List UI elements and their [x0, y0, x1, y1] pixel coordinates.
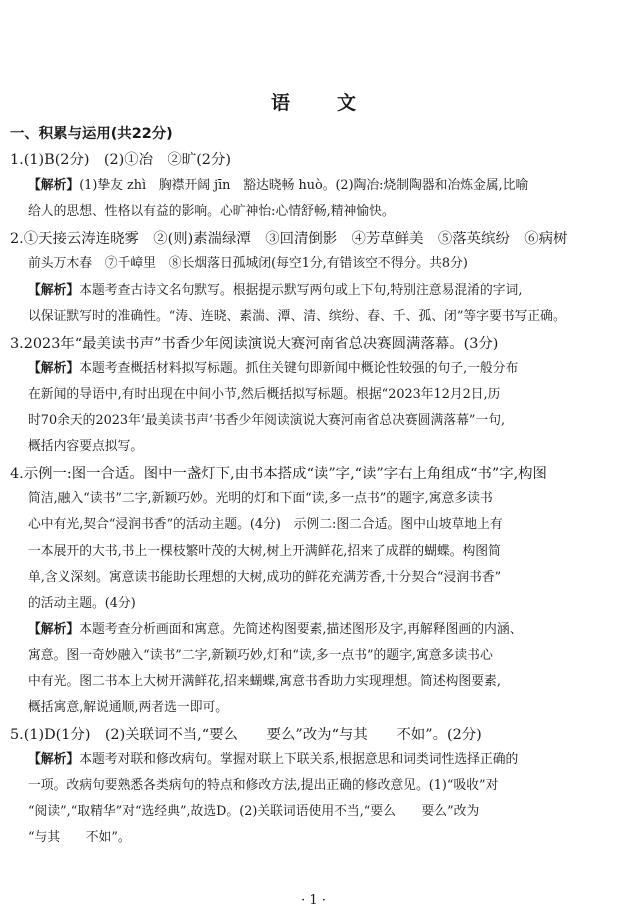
- analysis-line: 【解析】(1)挚友 zhì 胸襟开阔 jīn 豁达晓畅 huò。(2)陶冶:烧制陶器和冶炼金属,比喻: [28, 178, 529, 193]
- analysis-line: 给人的思想、性格以有益的影响。心旷神怡:心情舒畅,精神愉快。: [28, 204, 395, 219]
- analysis-tag: 【解析】: [28, 622, 80, 637]
- analysis-line: 以保证默写时的准确性。“涛、连晓、素湍、潭、清、缤纷、春、千、孤、闭”等字要书写正确。: [28, 309, 566, 324]
- answer-line: 5.(1)D(1分) (2)关联词不当,“要么 要么”改为“与其 不如”。(2分): [10, 727, 482, 743]
- page-number: · 1 ·: [301, 893, 326, 908]
- analysis-line: 在新闻的导语中,有时出现在中间小节,然后概括拟写标题。根据“2023年12月2日,历: [28, 387, 501, 402]
- section-heading: 一、积累与运用(共22分): [10, 126, 173, 142]
- answer-line: 4.示例一:图一合适。图中一盏灯下,由书本搭成“读”字,“读”字右上角组成“书”字,构图: [10, 466, 547, 482]
- analysis-line: 【解析】本题考查概括材料拟写标题。抓住关键句即新闻中概论性较强的句子,一般分布: [28, 361, 519, 376]
- answer-line: 1.(1)B(2分) (2)①冶 ②旷(2分): [10, 152, 231, 168]
- answer-line: 简洁,融入“读书”二字,新颖巧妙。光明的灯和下面“读,多一点书”的题字,寓意多读书: [28, 491, 493, 506]
- answer-line: 3.2023年“最美读书声”书香少年阅读演说大赛河南省总决赛圆满落幕。(3分): [10, 336, 499, 352]
- answer-line: 2.①天接云涛连晓雾 ②(则)素湍绿潭 ③回清倒影 ④芳草鲜美 ⑤落英缤纷 ⑥病树: [10, 231, 568, 247]
- analysis-tag: 【解析】: [28, 752, 80, 767]
- answer-line: 前头万木春 ⑦千嶂里 ⑧长烟落日孤城闭(每空1分,有错该空不得分。共8分): [28, 256, 468, 271]
- analysis-tag: 【解析】: [28, 283, 80, 298]
- analysis-line: 概括寓意,解说通顺,两者选一即可。: [28, 700, 229, 715]
- analysis-line: 时70余天的2023年‘最美读书声’书香少年阅读演说大赛河南省总决赛圆满落幕”一句,: [28, 413, 506, 428]
- analysis-line: 寓意。图一奇妙融入“读书”二字,新颖巧妙,灯和“读,多一点书”的题字,寓意多读书心: [28, 648, 493, 663]
- page-title: 语 文: [270, 92, 370, 114]
- analysis-line: “与其 不如”。: [28, 830, 131, 845]
- analysis-line: 【解析】本题考对联和修改病句。掌握对联上下联关系,根据意思和词类词性选择正确的: [28, 752, 519, 767]
- analysis-tag: 【解析】: [28, 178, 80, 193]
- analysis-line: 【解析】本题考查分析画面和寓意。先简述构图要素,描述图形及字,再解释图画的内涵、: [28, 622, 523, 637]
- answer-line: 的活动主题。(4分): [28, 596, 136, 611]
- analysis-line: 一项。改病句要熟悉各类病句的特点和修改方法,提出正确的修改意见。(1)“吸收”对: [28, 778, 499, 793]
- answer-line: 单,含义深刻。寓意读书能助长理想的大树,成功的鲜花充满芳香,十分契合“浸润书香”: [28, 570, 502, 585]
- analysis-tag: 【解析】: [28, 361, 80, 376]
- answer-line: 心中有光,契合“浸润书香”的活动主题。(4分) 示例二:图二合适。图中山坡草地上有: [28, 517, 503, 532]
- answer-line: 一本展开的大书,书上一棵枝繁叶茂的大树,树上开满鲜花,招来了成群的蝴蝶。构图简: [28, 544, 501, 559]
- analysis-line: 【解析】本题考查古诗文名句默写。根据提示默写两句或上下句,特别注意易混淆的字词,: [28, 283, 523, 298]
- analysis-line: “阅读”,“取精华”对“选经典”,故选D。(2)关联词语使用不当,“要么 要么”改为: [28, 804, 480, 819]
- analysis-line: 概括内容要点拟写。: [28, 439, 144, 454]
- analysis-line: 中有光。图二书本上大树开满鲜花,招来蝴蝶,寓意书香助力实现理想。简述构图要素,: [28, 674, 501, 689]
